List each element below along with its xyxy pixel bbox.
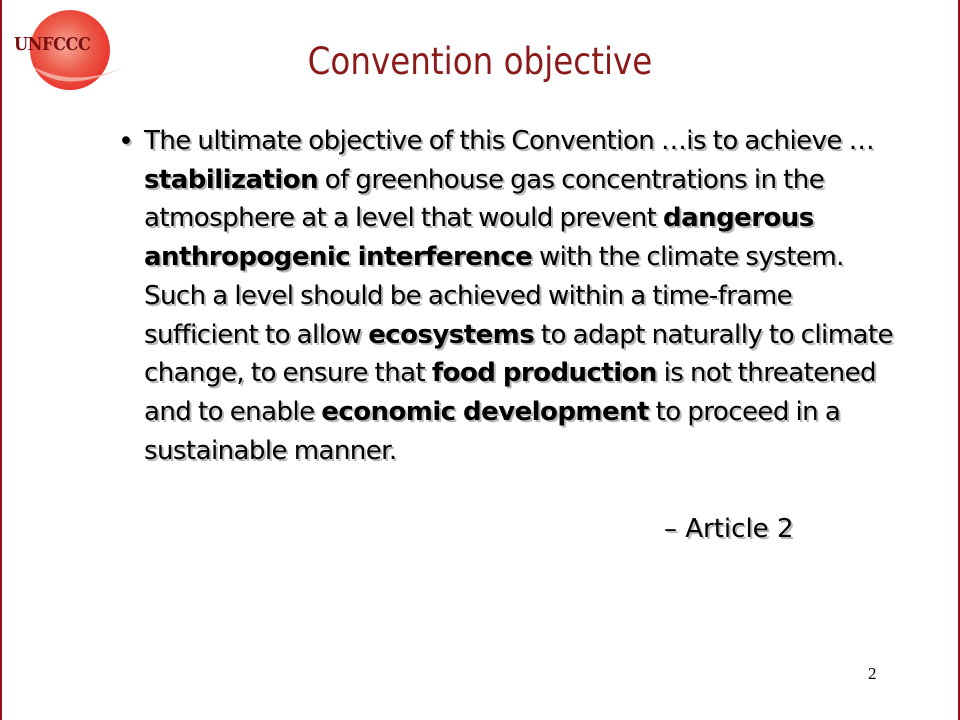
emphasized-phrase: ecosystems — [368, 319, 535, 350]
emphasized-phrase: dangerous anthropogenic interference — [144, 203, 814, 273]
logo-text: UNFCCC — [14, 34, 91, 55]
text-segment: of greenhouse gas concentrations in the atmosphere at a level that would prevent — [144, 164, 825, 234]
text-segment: The ultimate objective of this Convention …is to achieve … — [144, 126, 875, 156]
page-number: 2 — [868, 664, 877, 683]
article-attribution: – Article 2 — [664, 514, 794, 544]
bullet-item — [118, 122, 908, 470]
emphasized-phrase: economic development — [321, 396, 649, 427]
bullet-text — [144, 122, 908, 470]
text-segment: to adapt naturally to climate change, to ensure that — [144, 319, 893, 389]
emphasized-phrase: food production — [431, 358, 657, 389]
bullet-dot-icon: • — [118, 126, 134, 157]
emphasized-phrase: stabilization — [144, 164, 319, 195]
text-segment: with the climate system. Such a level should be achieved within a time-frame sufficient to allow — [144, 242, 844, 350]
text-segment: is not threatened and to enable — [144, 358, 877, 427]
content-area — [118, 122, 908, 470]
text-segment: to proceed in a sustainable manner. — [144, 396, 841, 466]
slide-title: Convention objective — [307, 40, 653, 83]
